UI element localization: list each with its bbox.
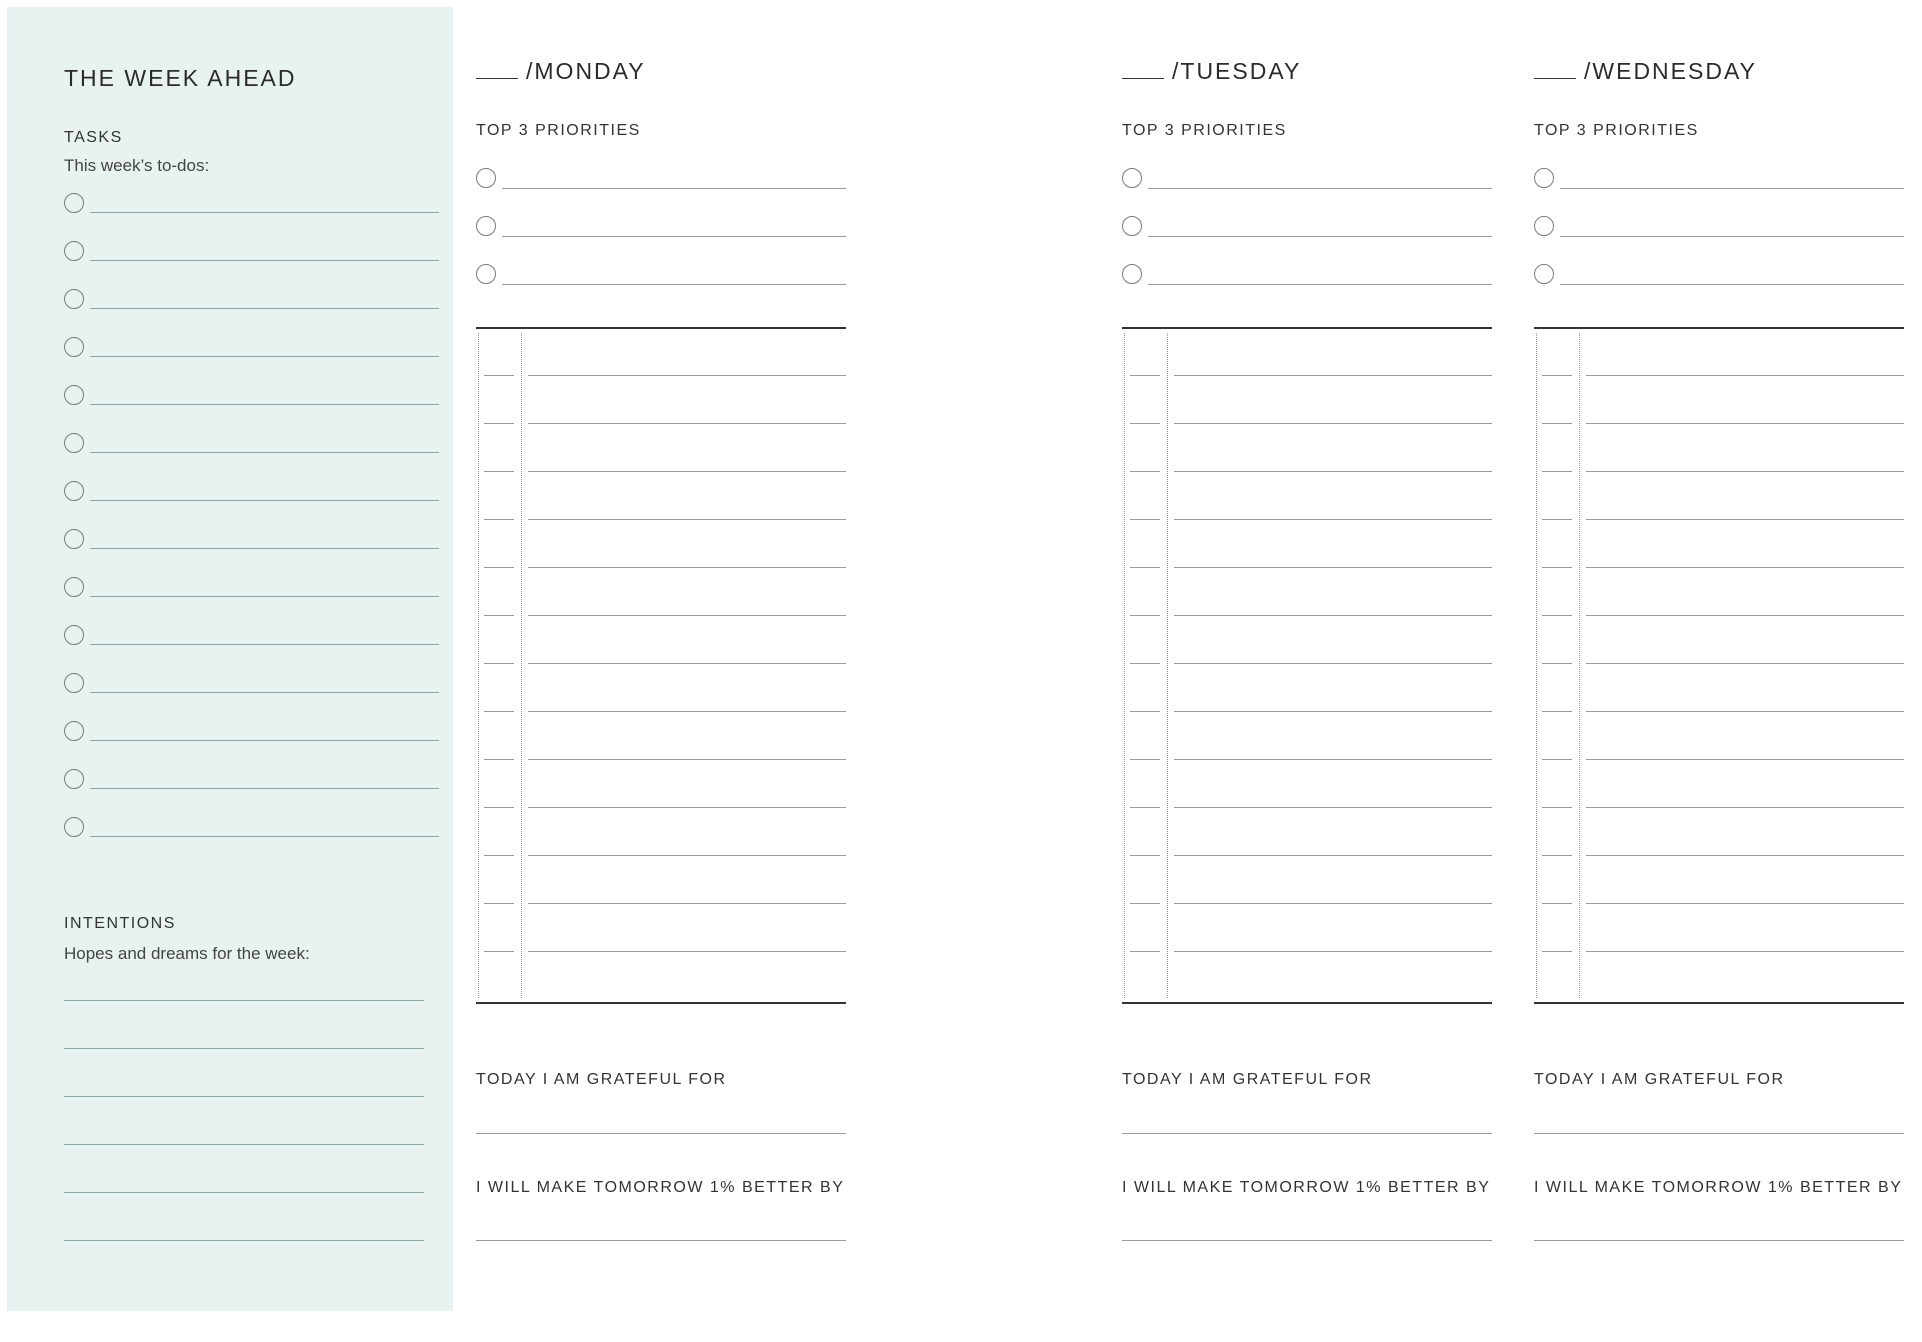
- task-write-line[interactable]: [90, 212, 439, 213]
- priority-row[interactable]: [1534, 216, 1904, 242]
- time-tick[interactable]: [484, 951, 514, 952]
- checkbox-circle-icon[interactable]: [64, 577, 84, 597]
- task-write-line[interactable]: [90, 740, 439, 741]
- task-row[interactable]: [64, 481, 439, 507]
- intention-write-line[interactable]: [64, 1144, 424, 1145]
- checkbox-circle-icon[interactable]: [64, 289, 84, 309]
- time-tick[interactable]: [484, 471, 514, 472]
- schedule-write-line[interactable]: [1586, 759, 1904, 760]
- task-write-line[interactable]: [90, 260, 439, 261]
- day-name: /WEDNESDAY: [1584, 58, 1757, 84]
- day-title: [476, 58, 646, 84]
- schedule-write-line[interactable]: [528, 855, 846, 856]
- better-label: I WILL MAKE TOMORROW 1% BETTER BY: [1122, 1179, 1491, 1196]
- time-tick[interactable]: [1542, 423, 1572, 424]
- priority-row[interactable]: [476, 264, 846, 290]
- time-tick[interactable]: [1542, 615, 1572, 616]
- task-row[interactable]: [64, 385, 439, 411]
- time-tick[interactable]: [1130, 423, 1160, 424]
- intention-write-line[interactable]: [64, 1048, 424, 1049]
- time-tick[interactable]: [1542, 759, 1572, 760]
- day-column-wednesday: [1534, 0, 1904, 1342]
- time-tick[interactable]: [1542, 663, 1572, 664]
- better-label: I WILL MAKE TOMORROW 1% BETTER BY: [476, 1179, 845, 1196]
- grateful-label: TODAY I AM GRATEFUL FOR: [1122, 1071, 1373, 1088]
- week-ahead-title: THE WEEK AHEAD: [64, 65, 297, 91]
- intention-write-line[interactable]: [64, 1000, 424, 1001]
- task-write-line[interactable]: [90, 596, 439, 597]
- checkbox-circle-icon[interactable]: [476, 168, 496, 188]
- priority-write-line[interactable]: [502, 236, 846, 237]
- priority-row[interactable]: [1534, 264, 1904, 290]
- checkbox-circle-icon[interactable]: [64, 625, 84, 645]
- time-tick[interactable]: [484, 855, 514, 856]
- priorities-heading: TOP 3 PRIORITIES: [1534, 122, 1699, 139]
- time-tick[interactable]: [1130, 951, 1160, 952]
- priority-write-line[interactable]: [1148, 284, 1492, 285]
- priority-row[interactable]: [1122, 264, 1492, 290]
- date-blank-line[interactable]: [476, 78, 518, 79]
- checkbox-circle-icon[interactable]: [64, 241, 84, 261]
- checkbox-circle-icon[interactable]: [1534, 216, 1554, 236]
- task-write-line[interactable]: [90, 692, 439, 693]
- time-tick[interactable]: [1542, 471, 1572, 472]
- time-tick[interactable]: [1130, 567, 1160, 568]
- time-tick[interactable]: [484, 711, 514, 712]
- schedule-write-line[interactable]: [1586, 615, 1904, 616]
- grateful-write-line[interactable]: [1122, 1133, 1492, 1134]
- schedule-write-line[interactable]: [528, 423, 846, 424]
- priority-write-line[interactable]: [1560, 236, 1904, 237]
- checkbox-circle-icon[interactable]: [64, 337, 84, 357]
- schedule-write-line[interactable]: [1174, 375, 1492, 376]
- schedule-write-line[interactable]: [528, 951, 846, 952]
- grateful-label: TODAY I AM GRATEFUL FOR: [1534, 1071, 1785, 1088]
- checkbox-circle-icon[interactable]: [64, 529, 84, 549]
- time-tick[interactable]: [1542, 807, 1572, 808]
- task-row[interactable]: [64, 529, 439, 555]
- time-tick[interactable]: [1130, 807, 1160, 808]
- day-title: [1534, 58, 1757, 84]
- better-write-line[interactable]: [476, 1240, 846, 1241]
- task-write-line[interactable]: [90, 788, 439, 789]
- schedule-write-line[interactable]: [528, 903, 846, 904]
- task-row[interactable]: [64, 673, 439, 699]
- schedule-write-line[interactable]: [528, 471, 846, 472]
- task-row[interactable]: [64, 337, 439, 363]
- time-tick[interactable]: [484, 807, 514, 808]
- priority-row[interactable]: [476, 168, 846, 194]
- priority-write-line[interactable]: [502, 188, 846, 189]
- schedule-write-line[interactable]: [528, 711, 846, 712]
- time-tick[interactable]: [1130, 759, 1160, 760]
- schedule-time-divider: [1167, 333, 1168, 998]
- priorities-heading: TOP 3 PRIORITIES: [1122, 122, 1287, 139]
- schedule-write-line[interactable]: [528, 759, 846, 760]
- priority-write-line[interactable]: [1560, 284, 1904, 285]
- schedule-write-line[interactable]: [1586, 423, 1904, 424]
- checkbox-circle-icon[interactable]: [64, 769, 84, 789]
- priority-write-line[interactable]: [1148, 188, 1492, 189]
- day-name: /MONDAY: [526, 58, 646, 84]
- week-ahead-panel: [7, 7, 453, 1311]
- schedule-write-line[interactable]: [1586, 663, 1904, 664]
- task-row[interactable]: [64, 721, 439, 747]
- checkbox-circle-icon[interactable]: [64, 721, 84, 741]
- schedule-write-line[interactable]: [528, 663, 846, 664]
- schedule-write-line[interactable]: [1586, 711, 1904, 712]
- task-write-line[interactable]: [90, 404, 439, 405]
- time-tick[interactable]: [484, 519, 514, 520]
- task-row[interactable]: [64, 433, 439, 459]
- intention-write-line[interactable]: [64, 1240, 424, 1241]
- checkbox-circle-icon[interactable]: [1122, 168, 1142, 188]
- better-label: I WILL MAKE TOMORROW 1% BETTER BY: [1534, 1179, 1903, 1196]
- time-tick[interactable]: [1130, 519, 1160, 520]
- date-blank-line[interactable]: [1534, 78, 1576, 79]
- schedule-write-line[interactable]: [1586, 375, 1904, 376]
- time-tick[interactable]: [1130, 903, 1160, 904]
- tasks-heading: TASKS: [64, 129, 123, 146]
- time-tick[interactable]: [484, 567, 514, 568]
- task-row[interactable]: [64, 193, 439, 219]
- checkbox-circle-icon[interactable]: [64, 817, 84, 837]
- task-write-line[interactable]: [90, 452, 439, 453]
- schedule-left-divider: [1536, 333, 1537, 998]
- checkbox-circle-icon[interactable]: [1534, 168, 1554, 188]
- schedule-time-divider: [1579, 333, 1580, 998]
- schedule-write-line[interactable]: [1586, 519, 1904, 520]
- task-write-line[interactable]: [90, 500, 439, 501]
- schedule-block: [1534, 327, 1904, 1004]
- checkbox-circle-icon[interactable]: [476, 216, 496, 236]
- schedule-write-line[interactable]: [1174, 471, 1492, 472]
- intentions-heading: INTENTIONS: [64, 915, 176, 932]
- task-row[interactable]: [64, 289, 439, 315]
- time-tick[interactable]: [1130, 663, 1160, 664]
- time-tick[interactable]: [484, 903, 514, 904]
- checkbox-circle-icon[interactable]: [1122, 216, 1142, 236]
- time-tick[interactable]: [484, 759, 514, 760]
- time-tick[interactable]: [1542, 855, 1572, 856]
- schedule-write-line[interactable]: [1174, 423, 1492, 424]
- priority-write-line[interactable]: [1560, 188, 1904, 189]
- time-tick[interactable]: [1542, 375, 1572, 376]
- checkbox-circle-icon[interactable]: [64, 433, 84, 453]
- day-title: [1122, 58, 1301, 84]
- schedule-time-divider: [521, 333, 522, 998]
- schedule-write-line[interactable]: [528, 615, 846, 616]
- tasks-subtitle: This week’s to-dos:: [64, 156, 210, 175]
- priority-write-line[interactable]: [1148, 236, 1492, 237]
- time-tick[interactable]: [1130, 615, 1160, 616]
- task-write-line[interactable]: [90, 308, 439, 309]
- checkbox-circle-icon[interactable]: [64, 385, 84, 405]
- schedule-write-line[interactable]: [1174, 711, 1492, 712]
- date-blank-line[interactable]: [1122, 78, 1164, 79]
- checkbox-circle-icon[interactable]: [1122, 264, 1142, 284]
- schedule-write-line[interactable]: [1174, 903, 1492, 904]
- schedule-write-line[interactable]: [1174, 807, 1492, 808]
- priority-row[interactable]: [1534, 168, 1904, 194]
- time-tick[interactable]: [484, 423, 514, 424]
- checkbox-circle-icon[interactable]: [64, 673, 84, 693]
- schedule-write-line[interactable]: [528, 519, 846, 520]
- grateful-label: TODAY I AM GRATEFUL FOR: [476, 1071, 727, 1088]
- time-tick[interactable]: [1130, 471, 1160, 472]
- time-tick[interactable]: [1130, 375, 1160, 376]
- schedule-left-divider: [1124, 333, 1125, 998]
- schedule-write-line[interactable]: [1174, 615, 1492, 616]
- task-write-line[interactable]: [90, 356, 439, 357]
- schedule-write-line[interactable]: [1586, 807, 1904, 808]
- priority-row[interactable]: [476, 216, 846, 242]
- schedule-write-line[interactable]: [528, 807, 846, 808]
- task-row[interactable]: [64, 769, 439, 795]
- schedule-write-line[interactable]: [1586, 903, 1904, 904]
- schedule-write-line[interactable]: [1174, 567, 1492, 568]
- schedule-write-line[interactable]: [1586, 951, 1904, 952]
- schedule-write-line[interactable]: [1174, 759, 1492, 760]
- time-tick[interactable]: [484, 663, 514, 664]
- intentions-subtitle: Hopes and dreams for the week:: [64, 944, 310, 963]
- time-tick[interactable]: [1130, 855, 1160, 856]
- day-column-monday: [476, 0, 846, 1342]
- time-tick[interactable]: [1542, 519, 1572, 520]
- better-write-line[interactable]: [1122, 1240, 1492, 1241]
- schedule-write-line[interactable]: [1586, 471, 1904, 472]
- task-row[interactable]: [64, 625, 439, 651]
- priorities-heading: TOP 3 PRIORITIES: [476, 122, 641, 139]
- schedule-left-divider: [478, 333, 479, 998]
- schedule-write-line[interactable]: [528, 375, 846, 376]
- grateful-write-line[interactable]: [1534, 1133, 1904, 1134]
- priority-write-line[interactable]: [502, 284, 846, 285]
- intention-write-line[interactable]: [64, 1096, 424, 1097]
- schedule-write-line[interactable]: [1586, 567, 1904, 568]
- checkbox-circle-icon[interactable]: [1534, 264, 1554, 284]
- time-tick[interactable]: [1542, 903, 1572, 904]
- intention-write-line[interactable]: [64, 1192, 424, 1193]
- schedule-write-line[interactable]: [1174, 951, 1492, 952]
- task-write-line[interactable]: [90, 644, 439, 645]
- task-write-line[interactable]: [90, 548, 439, 549]
- checkbox-circle-icon[interactable]: [476, 264, 496, 284]
- task-row[interactable]: [64, 241, 439, 267]
- schedule-write-line[interactable]: [1174, 663, 1492, 664]
- task-write-line[interactable]: [90, 836, 439, 837]
- schedule-write-line[interactable]: [528, 567, 846, 568]
- time-tick[interactable]: [1542, 951, 1572, 952]
- checkbox-circle-icon[interactable]: [64, 481, 84, 501]
- time-tick[interactable]: [484, 375, 514, 376]
- schedule-write-line[interactable]: [1586, 855, 1904, 856]
- time-tick[interactable]: [484, 615, 514, 616]
- schedule-write-line[interactable]: [1174, 519, 1492, 520]
- time-tick[interactable]: [1542, 711, 1572, 712]
- better-write-line[interactable]: [1534, 1240, 1904, 1241]
- task-row[interactable]: [64, 817, 439, 843]
- schedule-write-line[interactable]: [1174, 855, 1492, 856]
- schedule-block: [476, 327, 846, 1004]
- schedule-block: [1122, 327, 1492, 1004]
- time-tick[interactable]: [1130, 711, 1160, 712]
- day-column-tuesday: [1122, 0, 1492, 1342]
- task-row[interactable]: [64, 577, 439, 603]
- day-name: /TUESDAY: [1172, 58, 1302, 84]
- grateful-write-line[interactable]: [476, 1133, 846, 1134]
- checkbox-circle-icon[interactable]: [64, 193, 84, 213]
- priority-row[interactable]: [1122, 216, 1492, 242]
- priority-row[interactable]: [1122, 168, 1492, 194]
- time-tick[interactable]: [1542, 567, 1572, 568]
